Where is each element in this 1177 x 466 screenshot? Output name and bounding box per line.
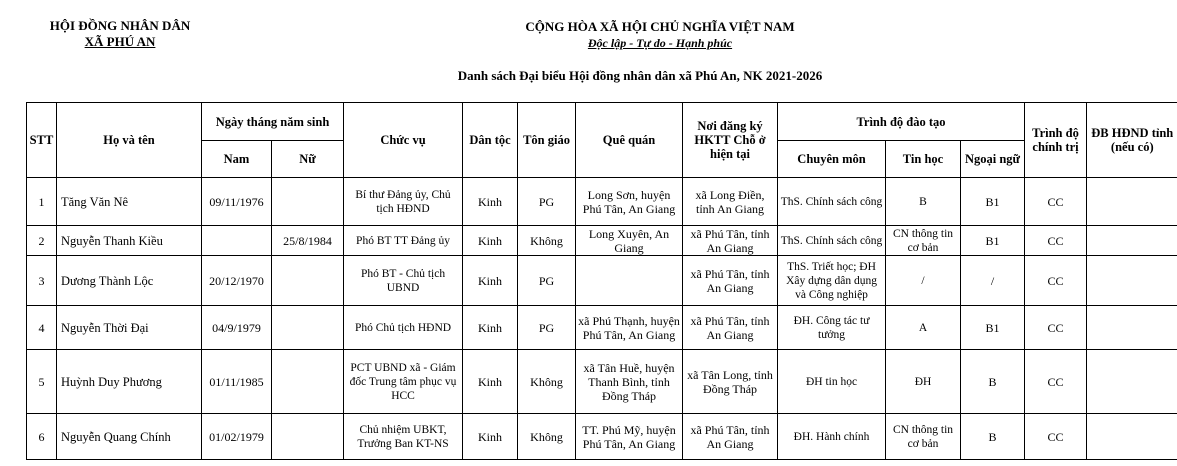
council-name: HỘI ĐỒNG NHÂN DÂN <box>49 18 191 33</box>
cell-hometown: Long Xuyên, An Giang <box>576 226 683 256</box>
cell-position: Phó BT - Chủ tịch UBND <box>344 256 463 306</box>
cell-dob-male: 01/11/1985 <box>202 350 272 414</box>
col-female: Nữ <box>272 141 344 178</box>
cell-language: B <box>961 350 1025 414</box>
council-header <box>30 18 210 50</box>
cell-dob-male: 09/11/1976 <box>202 178 272 226</box>
cell-stt: 6 <box>27 414 57 460</box>
cell-dob-female <box>272 414 344 460</box>
cell-residence: xã Phú Tân, tỉnh An Giang <box>683 226 778 256</box>
cell-residence: xã Phú Tân, tỉnh An Giang <box>683 306 778 350</box>
cell-politics: CC <box>1025 414 1087 460</box>
cell-ethnic: Kinh <box>463 178 518 226</box>
cell-dob-male: 20/12/1970 <box>202 256 272 306</box>
cell-language: B <box>961 414 1025 460</box>
cell-major: ĐH. Công tác tư tưởng <box>778 306 886 350</box>
cell-it: B <box>886 178 961 226</box>
table-row <box>27 306 1177 350</box>
cell-major: ThS. Chính sách công <box>778 178 886 226</box>
col-name: Họ và tên <box>57 103 202 178</box>
col-hometown: Quê quán <box>576 103 683 178</box>
cell-it: / <box>886 256 961 306</box>
cell-provincial <box>1087 306 1177 350</box>
cell-ethnic: Kinh <box>463 226 518 256</box>
col-politics: Trình độ chính trị <box>1025 103 1087 178</box>
cell-politics: CC <box>1025 350 1087 414</box>
cell-language: B1 <box>961 306 1025 350</box>
cell-provincial <box>1087 414 1177 460</box>
col-major: Chuyên môn <box>778 141 886 178</box>
col-it: Tin học <box>886 141 961 178</box>
cell-politics: CC <box>1025 306 1087 350</box>
cell-provincial <box>1087 178 1177 226</box>
cell-stt: 2 <box>27 226 57 256</box>
national-header <box>400 18 920 52</box>
table-row <box>27 226 1177 256</box>
document-title: Danh sách Đại biểu Hội đồng nhân dân xã Phú An, NK 2021-2026 <box>457 68 823 83</box>
cell-residence: xã Tân Long, tỉnh Đồng Tháp <box>683 350 778 414</box>
cell-position: PCT UBND xã - Giám đốc Trung tâm phục vụ HCC <box>344 350 463 414</box>
commune-name: XÃ PHÚ AN <box>84 34 156 49</box>
cell-ethnic: Kinh <box>463 414 518 460</box>
cell-residence: xã Long Điền, tỉnh An Giang <box>683 178 778 226</box>
cell-language: / <box>961 256 1025 306</box>
table-row <box>27 178 1177 226</box>
cell-it: ĐH <box>886 350 961 414</box>
cell-it: A <box>886 306 961 350</box>
cell-politics: CC <box>1025 226 1087 256</box>
cell-major: ThS. Chính sách công <box>778 226 886 256</box>
cell-major: ĐH tin học <box>778 350 886 414</box>
col-male: Nam <box>202 141 272 178</box>
cell-ethnic: Kinh <box>463 306 518 350</box>
cell-hometown: Long Sơn, huyện Phú Tân, An Giang <box>576 178 683 226</box>
col-dob: Ngày tháng năm sinh <box>202 103 344 141</box>
cell-language: B1 <box>961 226 1025 256</box>
cell-residence: xã Phú Tân, tỉnh An Giang <box>683 256 778 306</box>
cell-stt: 5 <box>27 350 57 414</box>
col-language: Ngoại ngữ <box>961 141 1025 178</box>
col-provincial: ĐB HĐND tỉnh (nếu có) <box>1087 103 1177 178</box>
cell-name: Huỳnh Duy Phương <box>57 350 202 414</box>
cell-dob-male: 04/9/1979 <box>202 306 272 350</box>
cell-position: Phó Chủ tịch HĐND <box>344 306 463 350</box>
cell-religion: PG <box>518 306 576 350</box>
cell-stt: 4 <box>27 306 57 350</box>
table-row <box>27 256 1177 306</box>
cell-provincial <box>1087 226 1177 256</box>
cell-religion: Không <box>518 350 576 414</box>
col-position: Chức vụ <box>344 103 463 178</box>
cell-stt: 3 <box>27 256 57 306</box>
cell-religion: Không <box>518 226 576 256</box>
cell-residence: xã Phú Tân, tỉnh An Giang <box>683 414 778 460</box>
cell-politics: CC <box>1025 178 1087 226</box>
col-ethnic: Dân tộc <box>463 103 518 178</box>
cell-hometown: TT. Phú Mỹ, huyện Phú Tân, An Giang <box>576 414 683 460</box>
col-stt: STT <box>27 103 57 178</box>
cell-religion: Không <box>518 414 576 460</box>
cell-language: B1 <box>961 178 1025 226</box>
cell-provincial <box>1087 350 1177 414</box>
cell-dob-female <box>272 306 344 350</box>
cell-it: CN thông tin cơ bản <box>886 226 961 256</box>
cell-name: Nguyễn Quang Chính <box>57 414 202 460</box>
cell-religion: PG <box>518 178 576 226</box>
cell-hometown: xã Tân Huề, huyện Thanh Bình, tỉnh Đồng Tháp <box>576 350 683 414</box>
cell-position: Phó BT TT Đảng ủy <box>344 226 463 256</box>
cell-provincial <box>1087 256 1177 306</box>
table-row <box>27 350 1177 414</box>
table-row <box>27 414 1177 460</box>
col-religion: Tôn giáo <box>518 103 576 178</box>
cell-dob-male: 01/02/1979 <box>202 414 272 460</box>
cell-religion: PG <box>518 256 576 306</box>
cell-ethnic: Kinh <box>463 350 518 414</box>
cell-dob-male <box>202 226 272 256</box>
cell-position: Bí thư Đảng ủy, Chủ tịch HĐND <box>344 178 463 226</box>
cell-name: Nguyễn Thời Đại <box>57 306 202 350</box>
cell-it: CN thông tin cơ bản <box>886 414 961 460</box>
cell-hometown: xã Phú Thạnh, huyện Phú Tân, An Giang <box>576 306 683 350</box>
cell-name: Tăng Văn Nê <box>57 178 202 226</box>
cell-name: Dương Thành Lộc <box>57 256 202 306</box>
cell-dob-female: 25/8/1984 <box>272 226 344 256</box>
table-body <box>27 178 1177 460</box>
cell-major: ĐH. Hành chính <box>778 414 886 460</box>
national-motto: Độc lập - Tự do - Hạnh phúc <box>587 36 733 50</box>
cell-major: ThS. Triết học; ĐH Xây dựng dân dụng và Công nghiệp <box>778 256 886 306</box>
cell-politics: CC <box>1025 256 1087 306</box>
col-education: Trình độ đào tạo <box>778 103 1025 141</box>
cell-position: Chủ nhiệm UBKT, Trưởng Ban KT-NS <box>344 414 463 460</box>
cell-stt: 1 <box>27 178 57 226</box>
delegate-table <box>26 102 1177 460</box>
cell-dob-female <box>272 178 344 226</box>
nation-name: CỘNG HÒA XÃ HỘI CHỦ NGHĨA VIỆT NAM <box>525 19 795 34</box>
cell-ethnic: Kinh <box>463 256 518 306</box>
cell-dob-female <box>272 350 344 414</box>
cell-name: Nguyễn Thanh Kiều <box>57 226 202 256</box>
cell-dob-female <box>272 256 344 306</box>
cell-hometown <box>576 256 683 306</box>
col-residence: Nơi đăng ký HKTT Chỗ ở hiện tại <box>683 103 778 178</box>
